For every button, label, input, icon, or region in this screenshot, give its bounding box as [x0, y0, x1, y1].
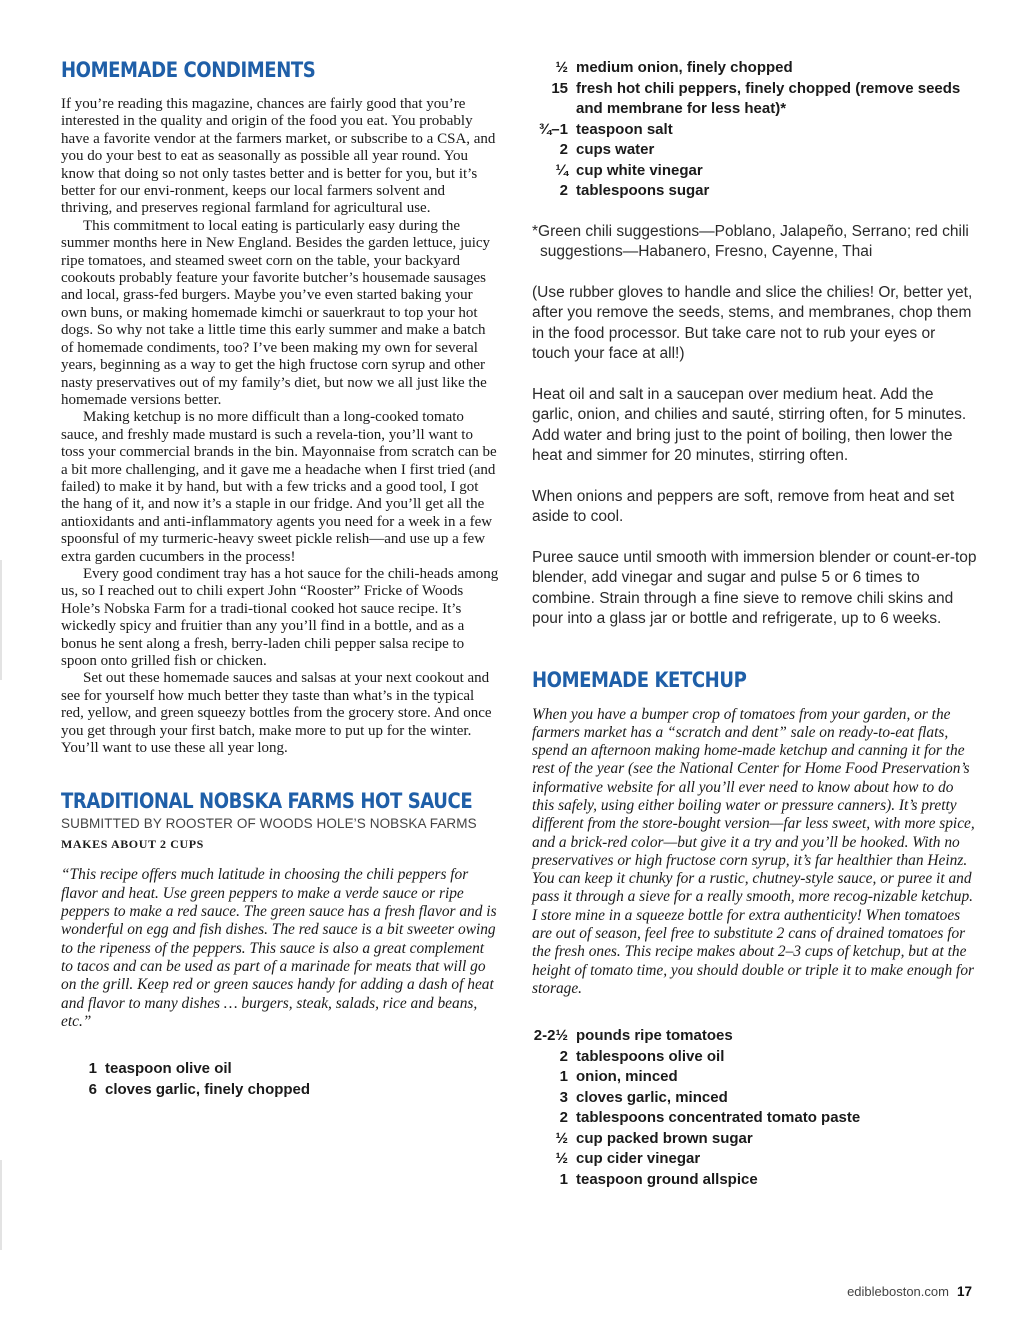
ingredient-qty: 15: [551, 79, 568, 97]
ingredient-text: cup cider vinegar: [576, 1150, 701, 1168]
ingredient-qty: ½: [555, 59, 568, 76]
ingredient-row: [524, 1149, 977, 1170]
ingredient-text: medium onion, finely chopped: [576, 59, 793, 76]
ingredient-qty: 2: [559, 141, 568, 158]
ingredient-qty: 2: [559, 1047, 568, 1065]
ingredient-row: [524, 1170, 977, 1191]
ingredient-qty: 2: [559, 1109, 568, 1127]
intro-paragraph: Making ketchup is no more difficult than a long-cooked tomato sauce, and freshly made mustard is such a revela-tion, you’ll want to toss your commercial brands in the bin. Mayonnaise from scratch can be a bit more challenging, and it gave me a headache when I first tried (and failed) to make it by hand, but with a few tricks and a good tool, I got the hang of it, and now it’s a staple in our fridge. And you’ll get all the antioxidants and anti-inflammatory agents you need for a week in a few spoonsful of my turmeric-heavy sweet pickle relish—and use up a few extra garden cucumbers in the process!: [61, 409, 497, 565]
page-footer: [847, 1284, 972, 1299]
ingredient-row: [61, 1080, 499, 1101]
ingredient-qty: 3: [559, 1088, 568, 1106]
recipe-step: (Use rubber gloves to handle and slice the chilies! Or, better yet, after you remove the seeds, stems, and membranes, chop them in the food processor. But take care not to rub your eyes or touch your face at all!): [532, 283, 973, 362]
ingredient-qty: 1: [559, 1068, 568, 1086]
ingredient-row: [524, 1088, 977, 1109]
ketchup-intro: When you have a bumper crop of tomatoes from your garden, or the farmers market has a “scratch and dent” sale on ready-to-eat flats, spend an afternoon making home-made ketchup and canning it for the rest of the year (see the National Center for Home Food Preservation’s informative website for all you’ll ever need to know about how to do this safely, using either boiling water or pressure canners). It’s pretty different from the store-bought version—far less sweet, with more spice, and a brick-red color—but give it a try and you’ll be hooked. With no preservatives or high fructose corn syrup, it’s far healthier than Heinz. You can keep it chunky for a rustic, chutney-style sauce, or puree it and pass it through a sieve for a really smooth, more recog-nizable ketchup. I store mine in a squeeze bottle for extra authenticity! When tomatoes are out of season, feel free to substitute 2 cans of drained tomatoes for the fresh ones. This recipe makes about 2–3 cups of ketchup, but at the height of tomato time, you should double or triple it to make enough for storage.: [532, 705, 975, 997]
ingredient-qty: ¼: [555, 161, 568, 179]
hot-sauce-title: TRADITIONAL NOBSKA FARMS HOT SAUCE: [61, 789, 473, 814]
ingredient-row: [532, 58, 977, 79]
left-column: [61, 58, 499, 1100]
ingredient-row: [532, 120, 977, 141]
ingredient-qty: 1: [88, 1060, 97, 1078]
ingredient-qty: ½: [555, 1129, 568, 1147]
ingredient-text: cup packed brown sugar: [576, 1129, 753, 1147]
ingredient-row: [524, 1026, 977, 1047]
ingredient-text: tablespoons concentrated tomato paste: [576, 1109, 861, 1127]
ingredient-qty: 6: [88, 1080, 97, 1098]
ingredient-text: pounds ripe tomatoes: [576, 1027, 733, 1045]
ingredient-text: cloves garlic, finely chopped: [105, 1080, 311, 1098]
chili-note: *Green chili suggestions—Poblano, Jalapeño, Serrano; red chili suggestions—Habanero, Fresno, Cayenne, Thai: [532, 222, 969, 260]
hot-sauce-yield: MAKES ABOUT 2 CUPS: [61, 837, 204, 852]
ingredient-qty: ½: [555, 1150, 568, 1168]
ingredient-row: [524, 1047, 977, 1068]
ingredient-qty: 1: [559, 1170, 568, 1188]
ingredient-row: [61, 1059, 499, 1080]
page-number: 17: [956, 1284, 972, 1299]
ingredient-text: tablespoons sugar: [576, 182, 710, 199]
ingredient-text: teaspoon ground allspice: [576, 1170, 758, 1188]
ingredient-text: cups water: [576, 141, 655, 158]
ingredient-row: [524, 1108, 977, 1129]
ingredient-row: [532, 140, 977, 161]
ketchup-title: HOMEMADE KETCHUP: [532, 667, 747, 692]
ingredient-text: fresh hot chili peppers, finely chopped (remove seeds and membrane for less heat)*: [576, 79, 961, 117]
ingredient-text: cup white vinegar: [576, 161, 703, 179]
hot-sauce-ingredients-part1: [61, 1059, 499, 1100]
ingredient-qty: 2: [559, 182, 568, 199]
ingredient-row: [524, 1129, 977, 1150]
recipe-step: Heat oil and salt in a saucepan over medium heat. Add the garlic, onion, and chilies and sauté, stirring often, for 5 minutes. Add water and bring just to the point of boiling, then lower the heat and simmer for 20 minutes, stirring often.: [532, 385, 967, 464]
intro-paragraph: Every good condiment tray has a hot sauce for the chili-heads among us, so I reached out to chili expert John “Rooster” Fricke of Woods Hole’s Nobska Farm for a tradi-tional cooked hot sauce recipe. It’s wickedly spicy and fruitier than any you’ll find in a bottle, and as a bonus he sent along a fresh, berry-laden chili pepper salsa recipe to spoon onto grilled fish or chicken.: [61, 565, 499, 669]
ingredient-text: onion, minced: [576, 1068, 678, 1086]
right-column: [532, 58, 977, 1190]
page-edge-mark: [0, 1160, 2, 1250]
ingredient-row: [524, 1067, 977, 1088]
site-name: edibleboston.com: [847, 1284, 949, 1299]
recipe-step: Puree sauce until smooth with immersion blender or count-er-top blender, add vinegar and sugar and pulse 5 or 6 times to combine. Strain through a fine sieve to remove chili skins and pour into a glass jar or bottle and refrigerate, up to 6 weeks.: [532, 548, 977, 627]
ketchup-ingredients: [524, 1026, 977, 1190]
ingredient-row: [532, 79, 977, 120]
intro-title: HOMEMADE CONDIMENTS: [61, 58, 316, 82]
hot-sauce-quote: “This recipe offers much latitude in choosing the chili peppers for flavor and heat. Use green peppers to make a verde sauce or ripe peppers to make a red sauce. The green sauce has a fresh flavor and is wonderful on egg and fish dishes. The red sauce is a bit sweeter owing to the ripeness of the peppers. This sauce is also a great complement to tacos and can be used as part of a marinade for meats that will go on the grill. Keep red or green sauces handy for adding a dash of heat and flavor to many dishes … burgers, steak, salads, rice and beans, etc.”: [61, 866, 497, 1030]
ingredient-row: [532, 161, 977, 182]
ingredient-text: teaspoon olive oil: [105, 1060, 232, 1078]
ingredient-qty: 2-2½: [533, 1027, 568, 1045]
intro-paragraph: This commitment to local eating is particularly easy during the summer months here in New England. Besides the garden lettuce, juicy ripe tomatoes, and steamed sweet corn on the table, your backyard cookouts probably feature your favorite butcher’s housemade sausages and local, grass-fed burgers. Maybe you’ve even started baking your own buns, or making homemade kimchi or sauerkraut to top your hot dogs. So why not take a little time this early summer and make a batch of homemade condiments, too? I’ve been making my own for several years, beginning as a way to get the high fructose corn syrup and other nasty preservatives out of my family’s diet, but now we all just like the homemade versions better.: [61, 217, 491, 408]
ingredient-text: tablespoons olive oil: [576, 1047, 725, 1065]
hot-sauce-ingredients-part2: [532, 58, 977, 202]
intro-paragraph: Set out these homemade sauces and salsas at your next cookout and see for yourself how much better they taste than what’s in the typical red, yellow, and green squeezy bottles from the grocery store. And once you get through your first batch, make more to put up for the winter. You’ll want to use these all year long.: [61, 670, 492, 757]
recipe-step: When onions and peppers are soft, remove from heat and set aside to cool.: [532, 487, 955, 525]
ingredient-qty: ¾–1: [538, 120, 568, 138]
ingredient-row: [532, 181, 977, 202]
ingredient-text: teaspoon salt: [576, 120, 673, 138]
intro-body: [61, 96, 499, 757]
intro-paragraph: If you’re reading this magazine, chances are fairly good that you’re interested in the quality and origin of the food you eat. You probably have a favorite vendor at the farmers market, or subscribe to a CSA, and you do your best to eat as seasonally as possible all year round. You know that doing so not only tastes better and is better for you, but it’s better for our envi-ronment, keeps our local farmers solvent and thriving, and preserves regional farmland for agricultural use.: [61, 96, 496, 217]
page-edge-mark: [0, 560, 2, 680]
hot-sauce-byline: SUBMITTED BY ROOSTER OF WOODS HOLE’S NOBSKA FARMS: [61, 816, 477, 832]
ingredient-text: cloves garlic, minced: [576, 1088, 728, 1106]
